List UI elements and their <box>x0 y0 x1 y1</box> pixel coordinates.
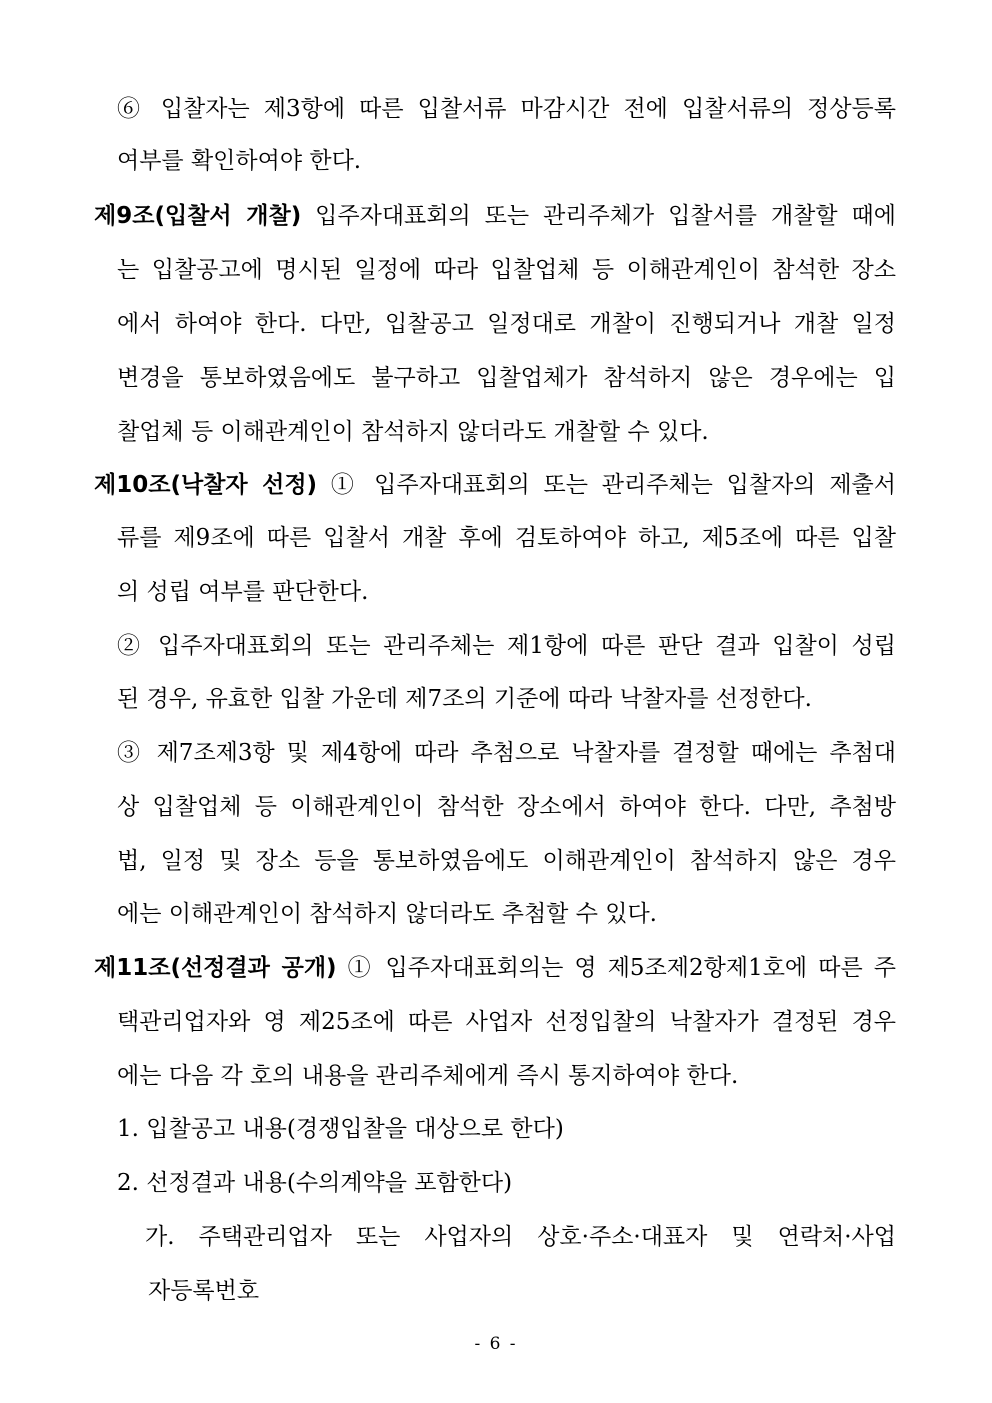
article-10-para-3-line-4: 에는 이해관계인이 참석하지 않더라도 추첨할 수 있다. <box>117 901 657 927</box>
article-9-line-1-text: 입주자대표회의 또는 관리주체가 입찰서를 개찰할 때에 <box>301 203 896 229</box>
article-10-line-3: 의 성립 여부를 판단한다. <box>117 579 369 605</box>
article-11-line-2: 택관리업자와 영 제25조에 따른 사업자 선정입찰의 낙찰자가 결정된 경우 <box>117 1009 896 1035</box>
article-9-line-3: 에서 하여야 한다. 다만, 입찰공고 일정대로 개찰이 진행되거나 개찰 일정 <box>117 311 896 337</box>
article-11-line-3: 에는 다음 각 호의 내용을 관리주체에게 즉시 통지하여야 한다. <box>117 1063 739 1089</box>
article-9-line-1 <box>94 201 896 231</box>
article-10-para-2-line-1: ② 입주자대표회의 또는 관리주체는 제1항에 따른 판단 결과 입찰이 성립 <box>117 633 896 659</box>
article-10-para-2-line-2: 된 경우, 유효한 입찰 가운데 제7조의 기준에 따라 낙찰자를 선정한다. <box>117 686 812 712</box>
article-10-para-3-line-1: ③ 제7조제3항 및 제4항에 따라 추첨으로 낙찰자를 결정할 때에는 추첨대 <box>117 740 896 766</box>
article-11-line-1-text: ① 입주자대표회의는 영 제5조제2항제1호에 따른 주 <box>336 955 896 981</box>
article-11-item-2: 2. 선정결과 내용(수의계약을 포함한다) <box>117 1170 513 1196</box>
article-11-title: 제11조(선정결과 공개) <box>94 955 337 981</box>
article-11-sub-a-line-2: 자등록번호 <box>148 1278 260 1304</box>
article-10-line-1-text: ① 입주자대표회의 또는 관리주체는 입찰자의 제출서 <box>317 472 896 498</box>
article-10-title: 제10조(낙찰자 선정) <box>94 472 318 498</box>
para-6-line-2: 여부를 확인하여야 한다. <box>117 148 362 174</box>
article-10-line-1 <box>94 470 896 500</box>
para-6-line-1: ⑥ 입찰자는 제3항에 따른 입찰서류 마감시간 전에 입찰서류의 정상등록 <box>117 96 896 122</box>
article-9-title: 제9조(입찰서 개찰) <box>94 203 302 229</box>
article-9-line-2: 는 입찰공고에 명시된 일정에 따라 입찰업체 등 이해관계인이 참석한 장소 <box>117 257 896 283</box>
article-10-line-2: 류를 제9조에 따른 입찰서 개찰 후에 검토하여야 하고, 제5조에 따른 입찰 <box>117 525 896 551</box>
article-11-sub-a-line-1: 가. 주택관리업자 또는 사업자의 상호·주소·대표자 및 연락처·사업 <box>145 1224 896 1250</box>
article-9-line-5: 찰업체 등 이해관계인이 참석하지 않더라도 개찰할 수 있다. <box>117 419 709 445</box>
article-10-para-3-line-2: 상 입찰업체 등 이해관계인이 참석한 장소에서 하여야 한다. 다만, 추첨방 <box>117 794 896 820</box>
page-number: - 6 - <box>474 1334 518 1354</box>
article-9-line-4: 변경을 통보하였음에도 불구하고 입찰업체가 참석하지 않은 경우에는 입 <box>117 365 896 391</box>
article-11-item-1: 1. 입찰공고 내용(경쟁입찰을 대상으로 한다) <box>117 1116 564 1142</box>
article-11-line-1 <box>94 953 896 983</box>
article-10-para-3-line-3: 법, 일정 및 장소 등을 통보하였음에도 이해관계인이 참석하지 않은 경우 <box>117 848 896 874</box>
